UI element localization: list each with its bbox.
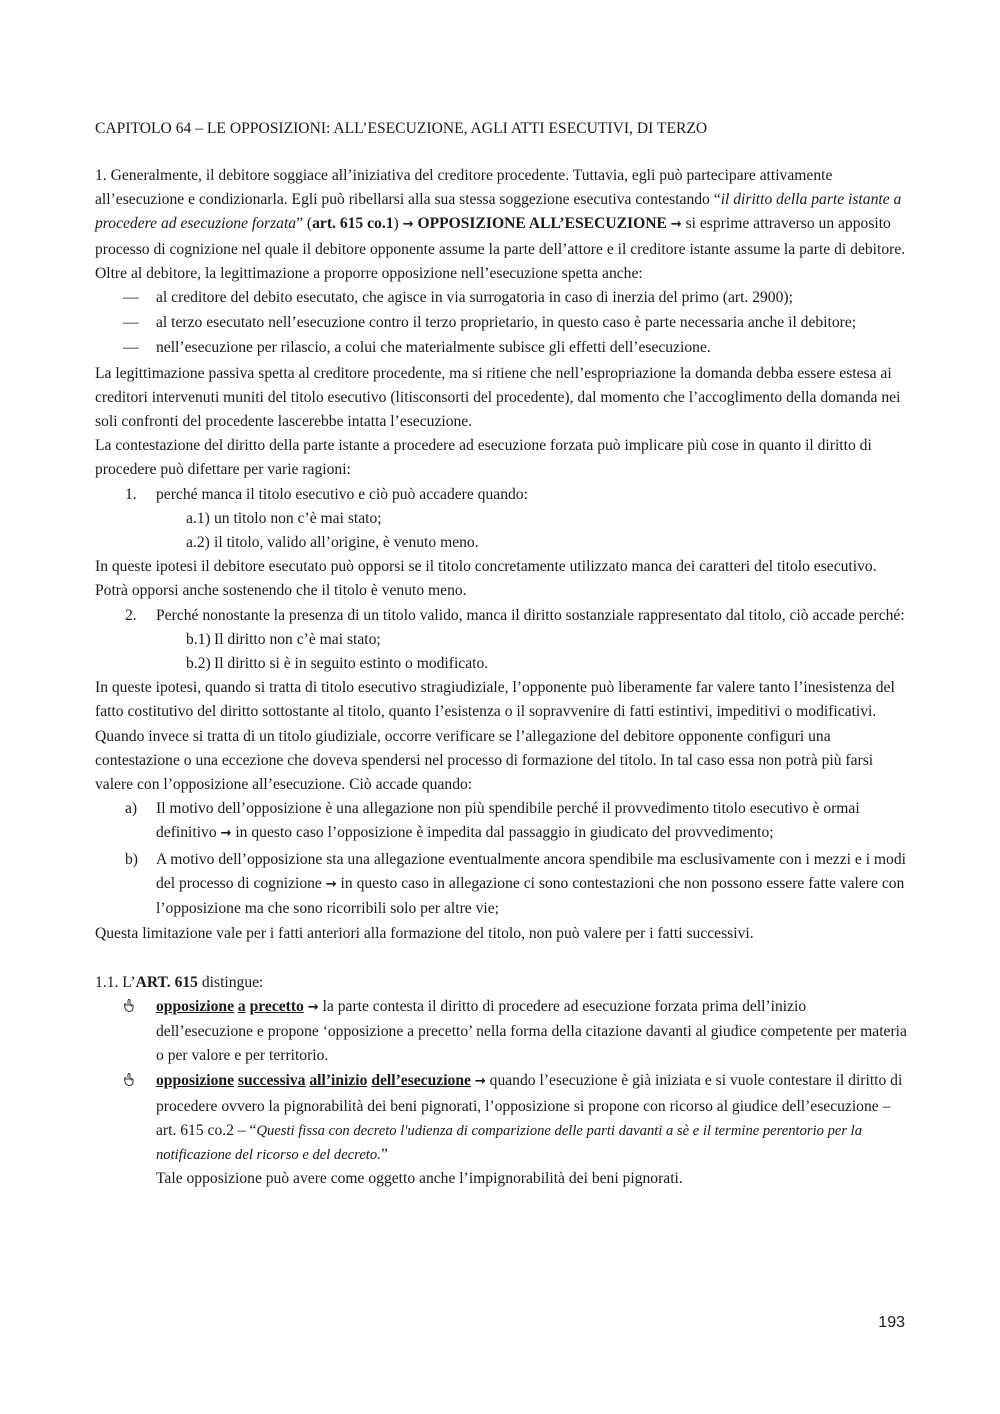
list-item: opposizione successiva all’inizio dell’esecuzione → quando l’esecuzione è già iniziata e si vuole contestare il diritto di procedere ovvero la pignorabilità dei beni pignorati, l’opposizione si propone con ricorso al giudice dell’esecuzione – art. 615 co.2 – “Questi fissa con decreto l'udienza di comparizione delle parti davanti a sè e il termine perentorio per la notificazione del ricorso e del decreto.” Tale opposizione può avere come oggetto anche l’impignorabilità dei beni pignorati. [95,1069,907,1191]
impignorability-note: Tale opposizione può avere come oggetto anche l’impignorabilità dei beni pignorati. [156,1170,683,1188]
list-item: — al terzo esecutato nell’esecuzione contro il terzo proprietario, in questo caso è parte necessaria anche il debitore; [95,311,907,335]
pointing-hand-icon [123,1073,135,1087]
reason2-note: In queste ipotesi, quando si tratta di titolo esecutivo stragiudiziale, l’opponente può liberamente far valere tanto l’inesistenza del fatto costitutivo del diritto sottostante al titolo, quanto l’esistenza o il sopravvenire di fatti estintivi, impeditivi o modificativi. [95,679,895,721]
list-item: opposizione a precetto → la parte contesta il diritto di procedere ad esecuzione forzata prima dell’inizio dell’esecuzione e propone ‘opposizione a precetto’ nella forma della citazione davanti al giudice competente per materia o per valore e per territorio. [95,995,907,1069]
list-item: a) Il motivo dell’opposizione è una allegazione non più spendibile perché il provvedimento titolo esecutivo è ormai definitivo → in questo caso l’opposizione è impedita dal passaggio in giudicato del provvedimento; [125,800,860,842]
right-arrow-icon: → [307,999,319,1015]
list-item: 1. perché manca il titolo esecutivo e ciò può accadere quando: [125,485,528,503]
right-arrow-icon: → [325,876,337,892]
body-text [95,117,907,1192]
list-item: — nell’esecuzione per rilascio, a colui che materialmente subisce gli effetti dell’esecuzione. [95,336,907,360]
legitimation-list [95,286,907,361]
list-item: — al creditore del debito esecutato, che agisce in via surrogatoria in caso di inerzia del primo (art. 2900); [95,286,907,310]
cases-list [95,797,907,921]
limitation-paragraph: Questa limitazione vale per i fatti anteriori alla formazione del titolo, non può valere per i fatti successivi. [95,925,754,943]
article-quote: Questi fissa con decreto l'udienza di comparizione delle parti davanti a sè e il termine perentorio per la notificazione del ricorso e del decreto. [156,1122,863,1163]
page-number: 193 [878,1314,905,1331]
opposition-types-list [95,995,907,1192]
list-item: a.1) un titolo non c’è mai stato; [186,509,382,527]
pointing-hand-icon [123,999,135,1013]
right-arrow-icon: → [474,1074,486,1090]
legitimation-intro: Oltre al debitore, la legittimazione a proporre opposizione nell’esecuzione spetta anche: [95,264,643,282]
list-item: 2. Perché nonostante la presenza di un titolo valido, manca il diritto sostanziale rappresentato dal titolo, ciò accade perché: [125,606,905,624]
right-arrow-icon: → [670,217,682,233]
intro-paragraph: 1. Generalmente, il debitore soggiace all’iniziativa del creditore procedente. Tuttavia, egli può partecipare attivamente all’esecuzione e condizionarla. Egli può ribellarsi alla sua stessa soggezione esecutiva contestando “il diritto della parte istante a procedere ad esecuzione forzata” (art. 615 co.1) → OPPOSIZIONE ALL’ESECUZIONE → si esprime attraverso un apposito processo di cognizione nel quale il debitore opponente assume la parte dell’attore e il creditore istante assume la parte di debitore. [95,167,906,258]
sub-list [95,628,907,676]
article-ref: ART. 615 [135,973,198,991]
list-item: b) A motivo dell’opposizione sta una allegazione eventualmente ancora spendibile ma esclusivamente con i mezzi e i modi del processo di cognizione → in questo caso in allegazione ci sono contestazioni che non possono essere fatte valere con l’opposizione ma che sono ricorribili solo per altre vie; [125,850,906,918]
contestation-paragraph: La contestazione del diritto della parte istante a procedere ad esecuzione forzata può implicare più cose in quanto il diritto di procedere può difettare per varie ragioni: [95,437,872,479]
article-ref: art. 615 co.1 [312,215,394,233]
right-arrow-icon: → [402,217,414,233]
list-item: a.2) il titolo, valido all’origine, è venuto meno. [186,534,479,552]
right-arrow-icon: → [220,826,232,842]
list-item: b.1) Il diritto non c’è mai stato; [186,630,381,648]
reasons-list [95,483,907,507]
intro-quote: il diritto della parte istante a procedere ad esecuzione forzata [95,191,902,233]
judicial-title-paragraph: Quando invece si tratta di un titolo giudiziale, occorre verificare se l’allegazione del debitore opponente configuri una contestazione o una eccezione che doveva spendersi nel processo di formazione del titolo. In tal caso essa non potrà più farsi valere con l’opposizione all’esecuzione. Ciò accade quando: [95,727,874,794]
reasons-list [95,604,907,628]
passive-legitimation-paragraph: La legittimazione passiva spetta al creditore procedente, ma si ritiene che nell’espropriazione la domanda debba essere estesa ai creditori intervenuti muniti del titolo esecutivo (litisconsorti del procedente), dal momento che l’accoglimento della domanda nei soli confronti del procedente lascerebbe intatta l’esecuzione. [95,364,901,431]
reason1-note: In queste ipotesi il debitore esecutato può opporsi se il titolo concretamente utilizzato manca dei caratteri del titolo esecutivo. Potrà opporsi anche sostenendo che il titolo è venuto meno. [95,558,877,600]
key-term: OPPOSIZIONE ALL’ESECUZIONE [417,215,667,233]
section-1-1-lead: 1.1. L’ART. 615 distingue: [95,973,264,991]
sub-list [95,507,907,555]
list-item: b.2) Il diritto si è in seguito estinto o modificato. [186,655,489,673]
chapter-title: CAPITOLO 64 – LE OPPOSIZIONI: ALL’ESECUZIONE, AGLI ATTI ESECUTIVI, DI TERZO [95,120,708,137]
